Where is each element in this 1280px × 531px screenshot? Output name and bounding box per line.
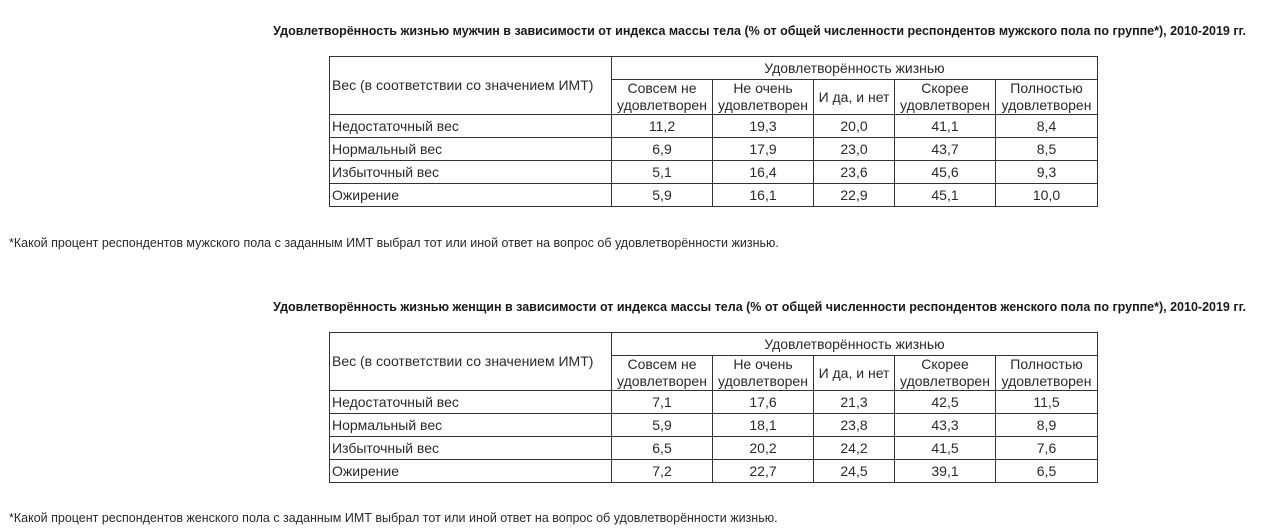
table-cell: 39,1 bbox=[895, 460, 996, 483]
column-header: И да, и нет bbox=[814, 356, 895, 391]
table-cell: 23,0 bbox=[814, 138, 895, 161]
row-label: Нормальный вес bbox=[330, 138, 612, 161]
table-cell: 21,3 bbox=[814, 391, 895, 414]
men-table-title: Удовлетворённость жизнью мужчин в зависимости от индекса массы тела (% от общей численности респондентов мужского пола по группе*), 2010-2019 гг. bbox=[273, 24, 1246, 38]
table-cell: 6,9 bbox=[612, 138, 713, 161]
row-label: Недостаточный вес bbox=[330, 391, 612, 414]
table-cell: 17,9 bbox=[713, 138, 814, 161]
table-row bbox=[330, 161, 1098, 184]
table-cell: 42,5 bbox=[895, 391, 996, 414]
table-header-row bbox=[330, 57, 1098, 80]
women-table-title: Удовлетворённость жизнью женщин в зависимости от индекса массы тела (% от общей численности респондентов женского пола по группе*), 2010-2019 гг. bbox=[273, 300, 1246, 314]
table-cell: 43,3 bbox=[895, 414, 996, 437]
table-row bbox=[330, 414, 1098, 437]
column-header: И да, и нет bbox=[814, 80, 895, 115]
men-footnote: *Какой процент респондентов мужского пола с заданным ИМТ выбрал тот или иной ответ на вопрос об удовлетворённости жизнью. bbox=[9, 236, 779, 250]
group-header: Удовлетворённость жизнью bbox=[612, 333, 1098, 356]
table-cell: 7,1 bbox=[612, 391, 713, 414]
table-cell: 23,8 bbox=[814, 414, 895, 437]
table-cell: 10,0 bbox=[996, 184, 1098, 207]
table-cell: 22,7 bbox=[713, 460, 814, 483]
table-cell: 17,6 bbox=[713, 391, 814, 414]
table-cell: 16,4 bbox=[713, 161, 814, 184]
table-cell: 6,5 bbox=[612, 437, 713, 460]
table-row bbox=[330, 391, 1098, 414]
table-row bbox=[330, 460, 1098, 483]
group-header: Удовлетворённость жизнью bbox=[612, 57, 1098, 80]
column-header: Скорее удовлетворен bbox=[895, 356, 996, 391]
table-cell: 11,2 bbox=[612, 115, 713, 138]
table-cell: 45,6 bbox=[895, 161, 996, 184]
table-cell: 41,5 bbox=[895, 437, 996, 460]
column-header: Совсем не удовлетворен bbox=[612, 356, 713, 391]
table-cell: 23,6 bbox=[814, 161, 895, 184]
table-cell: 41,1 bbox=[895, 115, 996, 138]
table-row bbox=[330, 437, 1098, 460]
table-cell: 5,9 bbox=[612, 414, 713, 437]
column-header: Не очень удовлетворен bbox=[713, 356, 814, 391]
row-label: Недостаточный вес bbox=[330, 115, 612, 138]
women-footnote: *Какой процент респондентов женского пола с заданным ИМТ выбрал тот или иной ответ на вопрос об удовлетворённости жизнью. bbox=[9, 511, 778, 525]
table-cell: 16,1 bbox=[713, 184, 814, 207]
table-cell: 43,7 bbox=[895, 138, 996, 161]
table-row bbox=[330, 184, 1098, 207]
column-header: Полностью удовлетворен bbox=[996, 356, 1098, 391]
table-row bbox=[330, 138, 1098, 161]
table-cell: 18,1 bbox=[713, 414, 814, 437]
column-header: Полностью удовлетворен bbox=[996, 80, 1098, 115]
column-header: Не очень удовлетворен bbox=[713, 80, 814, 115]
column-header: Совсем не удовлетворен bbox=[612, 80, 713, 115]
table-cell: 7,6 bbox=[996, 437, 1098, 460]
table-cell: 5,1 bbox=[612, 161, 713, 184]
table-cell: 8,9 bbox=[996, 414, 1098, 437]
column-header: Скорее удовлетворен bbox=[895, 80, 996, 115]
table-cell: 19,3 bbox=[713, 115, 814, 138]
row-label: Избыточный вес bbox=[330, 437, 612, 460]
table-cell: 5,9 bbox=[612, 184, 713, 207]
table-row bbox=[330, 115, 1098, 138]
row-label: Избыточный вес bbox=[330, 161, 612, 184]
table-cell: 7,2 bbox=[612, 460, 713, 483]
table-cell: 22,9 bbox=[814, 184, 895, 207]
row-label: Ожирение bbox=[330, 184, 612, 207]
row-label: Ожирение bbox=[330, 460, 612, 483]
row-label: Нормальный вес bbox=[330, 414, 612, 437]
table-cell: 20,2 bbox=[713, 437, 814, 460]
men-satisfaction-table bbox=[329, 56, 1098, 207]
table-cell: 9,3 bbox=[996, 161, 1098, 184]
women-satisfaction-table bbox=[329, 332, 1098, 483]
table-cell: 24,5 bbox=[814, 460, 895, 483]
table-header-row bbox=[330, 333, 1098, 356]
table-cell: 6,5 bbox=[996, 460, 1098, 483]
corner-header: Вес (в соответствии со значением ИМТ) bbox=[330, 57, 612, 115]
table-cell: 45,1 bbox=[895, 184, 996, 207]
table-cell: 11,5 bbox=[996, 391, 1098, 414]
table-cell: 8,4 bbox=[996, 115, 1098, 138]
table-cell: 20,0 bbox=[814, 115, 895, 138]
corner-header: Вес (в соответствии со значением ИМТ) bbox=[330, 333, 612, 391]
table-cell: 24,2 bbox=[814, 437, 895, 460]
table-cell: 8,5 bbox=[996, 138, 1098, 161]
